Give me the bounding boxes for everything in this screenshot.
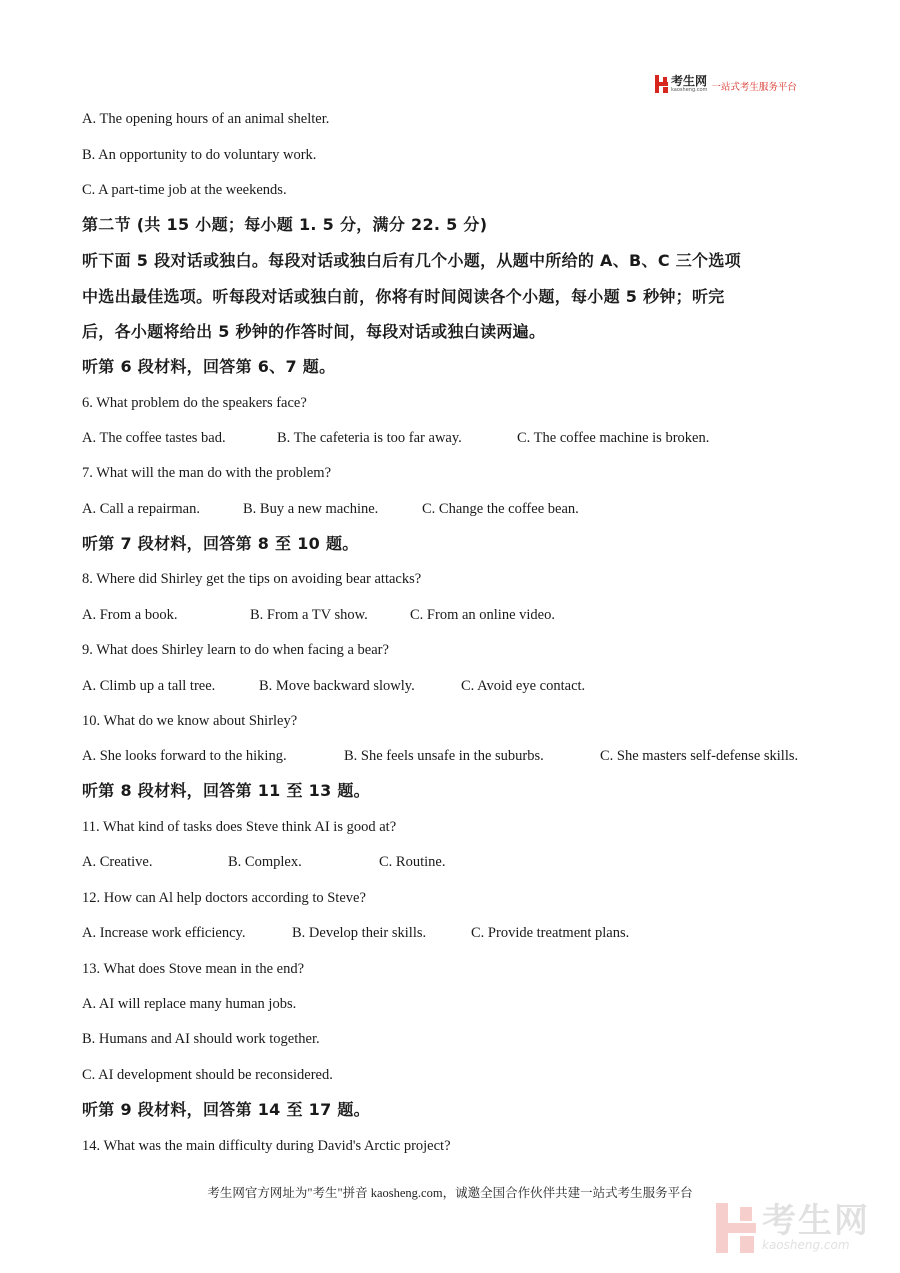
- q8-option-b: B. From a TV show.: [250, 607, 368, 623]
- q11-option-c: C. Routine.: [379, 854, 446, 870]
- q10-option-b: B. She feels unsafe in the suburbs.: [344, 748, 544, 764]
- question-12: 12. How can Al help doctors according to Steve?: [82, 890, 366, 906]
- logo-text: 考生网: [671, 74, 708, 88]
- page-footer: 考生网官方网址为"考生"拼音 kaosheng.com，诚邀全国合作伙伴共建一站式考生服务平台: [207, 1186, 693, 1200]
- q10-option-c: C. She masters self-defense skills.: [600, 748, 799, 764]
- q6-option-c: C. The coffee machine is broken.: [517, 430, 710, 446]
- passage-8-heading: 听第 8 段材料，回答第 11 至 13 题。: [82, 781, 370, 800]
- question-6: 6. What problem do the speakers face?: [82, 395, 307, 411]
- q5-option-a: A. The opening hours of an animal shelter.: [82, 111, 330, 127]
- q7-option-b: B. Buy a new machine.: [243, 501, 379, 517]
- q7-option-c: C. Change the coffee bean.: [422, 501, 579, 517]
- q13-option-b: B. Humans and AI should work together.: [82, 1031, 320, 1047]
- q9-option-c: C. Avoid eye contact.: [461, 678, 586, 694]
- q8-option-c: C. From an online video.: [410, 607, 555, 623]
- question-7: 7. What will the man do with the problem?: [82, 465, 331, 481]
- section-heading: 第二节 (共 15 小题；每小题 1. 5 分，满分 22. 5 分): [82, 215, 488, 234]
- q5-option-c: C. A part-time job at the weekends.: [82, 182, 287, 198]
- header-logo: [655, 73, 797, 95]
- header-slogan: 一站式考生服务平台: [711, 82, 797, 93]
- q12-option-b: B. Develop their skills.: [292, 925, 427, 941]
- watermark-text: 考生网: [762, 1201, 870, 1241]
- q10-option-a: A. She looks forward to the hiking.: [82, 748, 287, 764]
- q9-option-b: B. Move backward slowly.: [259, 678, 415, 694]
- q12-option-c: C. Provide treatment plans.: [471, 925, 630, 941]
- passage-6-heading: 听第 6 段材料，回答第 6、7 题。: [82, 357, 336, 376]
- watermark-domain: kaosheng.com: [762, 1238, 850, 1252]
- logo-icon: [655, 75, 668, 93]
- q9-option-a: A. Climb up a tall tree.: [82, 678, 216, 694]
- watermark-logo-icon: [716, 1203, 756, 1253]
- instructions-line-3: 后，各小题将给出 5 秒钟的作答时间，每段对话或独白读两遍。: [82, 322, 546, 341]
- q13-option-a: A. AI will replace many human jobs.: [82, 996, 297, 1012]
- q5-option-b: B. An opportunity to do voluntary work.: [82, 147, 317, 163]
- instructions-line-2: 中选出最佳选项。听每段对话或独白前，你将有时间阅读各个小题，每小题 5 秒钟；听完: [82, 287, 725, 306]
- instructions-line-1: 听下面 5 段对话或独白。每段对话或独白后有几个小题，从题中所给的 A、B、C 三个选项: [82, 251, 741, 270]
- q8-option-a: A. From a book.: [82, 607, 178, 623]
- watermark: [716, 1203, 870, 1253]
- question-13: 13. What does Stove mean in the end?: [82, 961, 305, 977]
- question-8: 8. Where did Shirley get the tips on avoiding bear attacks?: [82, 571, 422, 587]
- q12-option-a: A. Increase work efficiency.: [82, 925, 246, 941]
- question-10: 10. What do we know about Shirley?: [82, 713, 298, 729]
- q6-option-b: B. The cafeteria is too far away.: [277, 430, 462, 446]
- q7-option-a: A. Call a repairman.: [82, 501, 200, 517]
- question-14: 14. What was the main difficulty during David's Arctic project?: [82, 1138, 451, 1154]
- question-9: 9. What does Shirley learn to do when facing a bear?: [82, 642, 389, 658]
- passage-7-heading: 听第 7 段材料，回答第 8 至 10 题。: [82, 534, 359, 553]
- q11-option-b: B. Complex.: [228, 854, 302, 870]
- passage-9-heading: 听第 9 段材料，回答第 14 至 17 题。: [82, 1100, 370, 1119]
- q13-option-c: C. AI development should be reconsidered.: [82, 1067, 333, 1083]
- q11-option-a: A. Creative.: [82, 854, 153, 870]
- logo-domain: kaosheng.com: [671, 87, 708, 93]
- question-11: 11. What kind of tasks does Steve think AI is good at?: [82, 819, 397, 835]
- q6-option-a: A. The coffee tastes bad.: [82, 430, 226, 446]
